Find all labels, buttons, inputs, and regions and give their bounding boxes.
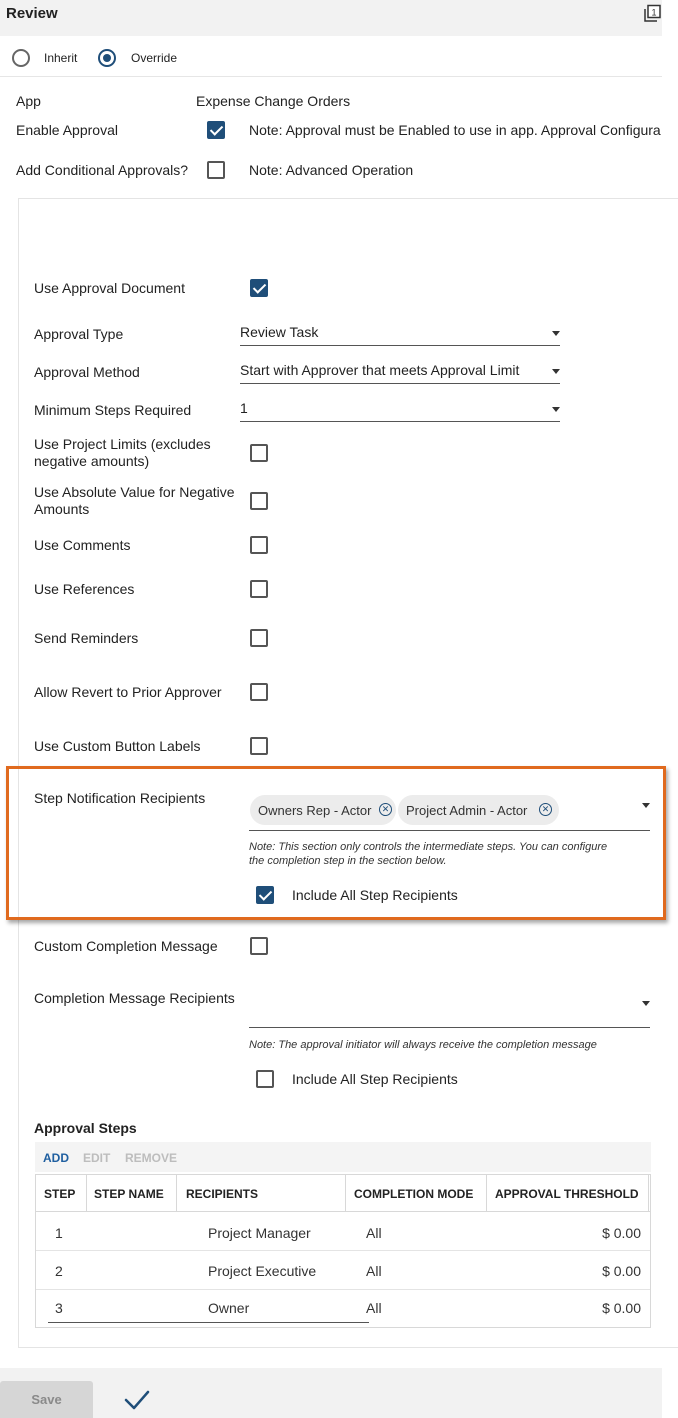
panel-title: Review xyxy=(6,5,58,22)
row-threshold: $ 0.00 xyxy=(602,1300,641,1316)
column-header-step-name[interactable]: STEP NAME xyxy=(94,1187,164,1201)
approval-type-select[interactable] xyxy=(240,324,560,346)
project-limits-label xyxy=(34,436,211,470)
use-comments-checkbox[interactable] xyxy=(250,536,268,554)
override-radio-label: Override xyxy=(131,51,178,65)
approval-method-value: Start with Approver that meets Approval Limit xyxy=(240,362,520,378)
allow-revert-checkbox[interactable] xyxy=(250,683,268,701)
project-limits-label-line1: Use Project Limits (excludes xyxy=(34,436,211,452)
include-step-recipients-label: Include All Step Recipients xyxy=(292,887,458,903)
row-step: 3 xyxy=(55,1300,63,1316)
panel-header xyxy=(0,0,662,36)
step-notification-note-line1: Note: This section only controls the intermediate steps. You can configure xyxy=(249,841,608,853)
enable-approval-label: Enable Approval xyxy=(16,122,118,138)
column-divider xyxy=(176,1175,177,1211)
column-divider xyxy=(648,1175,649,1211)
chevron-down-icon xyxy=(552,407,560,412)
horizontal-scrollbar[interactable] xyxy=(48,1322,369,1323)
recipient-chip xyxy=(250,795,396,825)
add-step-button[interactable]: ADD xyxy=(43,1151,69,1165)
column-divider xyxy=(86,1175,87,1211)
chevron-down-icon xyxy=(552,331,560,336)
use-approval-document-label: Use Approval Document xyxy=(34,280,185,296)
chevron-down-icon xyxy=(552,369,560,374)
column-divider xyxy=(345,1175,346,1211)
custom-completion-message-checkbox[interactable] xyxy=(250,937,268,955)
include-completion-recipients-checkbox[interactable] xyxy=(256,1070,274,1088)
absolute-value-label-line2: Amounts xyxy=(34,501,90,517)
use-approval-document-checkbox[interactable] xyxy=(250,279,268,297)
recipient-chip-label: Owners Rep - Actor xyxy=(258,803,372,818)
recipient-chip-label: Project Admin - Actor xyxy=(406,803,528,818)
save-button[interactable]: Save xyxy=(0,1381,93,1418)
row-threshold: $ 0.00 xyxy=(602,1225,641,1241)
approval-steps-title: Approval Steps xyxy=(34,1120,137,1136)
step-notification-recipients-label: Step Notification Recipients xyxy=(34,790,206,806)
use-references-checkbox[interactable] xyxy=(250,580,268,598)
absolute-value-label-line1: Use Absolute Value for Negative xyxy=(34,484,235,500)
column-header-recipients[interactable]: RECIPIENTS xyxy=(186,1187,259,1201)
send-reminders-label: Send Reminders xyxy=(34,630,139,646)
circle-x-icon[interactable]: ✕ xyxy=(379,803,392,816)
project-limits-label-line2: negative amounts) xyxy=(34,453,150,469)
minimum-steps-value: 1 xyxy=(240,400,248,416)
row-recipients: Project Manager xyxy=(208,1225,311,1241)
absolute-value-label xyxy=(34,484,235,518)
enable-approval-checkbox[interactable] xyxy=(207,121,225,139)
column-header-completion-mode[interactable]: COMPLETION MODE xyxy=(354,1187,474,1201)
column-header-step[interactable]: STEP xyxy=(44,1187,76,1201)
conditional-approvals-note: Note: Advanced Operation xyxy=(249,162,414,178)
enable-approval-note: Note: Approval must be Enabled to use in app. Approval Configura xyxy=(249,122,661,138)
custom-completion-message-label: Custom Completion Message xyxy=(34,938,218,954)
use-references-label: Use References xyxy=(34,581,135,597)
column-divider xyxy=(486,1175,487,1211)
project-limits-checkbox[interactable] xyxy=(250,444,268,462)
approval-method-select[interactable] xyxy=(240,362,560,384)
include-step-recipients-checkbox[interactable] xyxy=(256,886,274,904)
remove-step-button[interactable]: REMOVE xyxy=(125,1151,178,1165)
approval-type-label: Approval Type xyxy=(34,326,124,342)
conditional-approvals-label: Add Conditional Approvals? xyxy=(16,162,189,178)
completion-recipients-select[interactable] xyxy=(249,990,650,1028)
edit-step-button[interactable]: EDIT xyxy=(83,1151,111,1165)
chevron-down-icon[interactable] xyxy=(642,1001,650,1006)
circle-x-icon[interactable]: ✕ xyxy=(539,803,552,816)
row-mode: All xyxy=(366,1300,382,1316)
completion-recipients-label: Completion Message Recipients xyxy=(34,990,235,1006)
inherit-radio-label: Inherit xyxy=(44,51,78,65)
approval-method-label: Approval Method xyxy=(34,364,140,380)
custom-button-labels-checkbox[interactable] xyxy=(250,737,268,755)
completion-note: Note: The approval initiator will always receive the completion message xyxy=(249,1039,597,1051)
row-mode: All xyxy=(366,1263,382,1279)
minimum-steps-select[interactable] xyxy=(240,400,560,422)
row-threshold: $ 0.00 xyxy=(602,1263,641,1279)
custom-button-labels-label: Use Custom Button Labels xyxy=(34,738,201,754)
app-value: Expense Change Orders xyxy=(196,93,351,109)
divider xyxy=(0,76,662,77)
row-step: 1 xyxy=(55,1225,63,1241)
include-completion-recipients-label: Include All Step Recipients xyxy=(292,1071,458,1087)
row-recipients: Project Executive xyxy=(208,1263,317,1279)
checkmark-icon[interactable] xyxy=(123,1387,151,1413)
step-notification-note xyxy=(249,840,607,868)
absolute-value-checkbox[interactable] xyxy=(250,492,268,510)
recipient-chip xyxy=(398,795,559,825)
approval-type-value: Review Task xyxy=(240,324,319,340)
override-radio[interactable] xyxy=(98,49,116,67)
conditional-approvals-checkbox[interactable] xyxy=(207,161,225,179)
chevron-down-icon[interactable] xyxy=(642,803,650,808)
step-notification-note-line2: the completion step in the section below. xyxy=(249,855,447,867)
svg-text:1: 1 xyxy=(651,7,657,18)
row-step: 2 xyxy=(55,1263,63,1279)
allow-revert-label: Allow Revert to Prior Approver xyxy=(34,684,222,700)
column-header-approval-threshold[interactable]: APPROVAL THRESHOLD xyxy=(495,1187,639,1201)
app-label: App xyxy=(16,93,41,109)
inherit-radio[interactable] xyxy=(12,49,30,67)
row-recipients: Owner xyxy=(208,1300,250,1316)
send-reminders-checkbox[interactable] xyxy=(250,629,268,647)
count-badge-icon[interactable] xyxy=(643,4,661,22)
minimum-steps-label: Minimum Steps Required xyxy=(34,402,192,418)
footer-bar xyxy=(0,1368,662,1418)
row-mode: All xyxy=(366,1225,382,1241)
use-comments-label: Use Comments xyxy=(34,537,131,553)
